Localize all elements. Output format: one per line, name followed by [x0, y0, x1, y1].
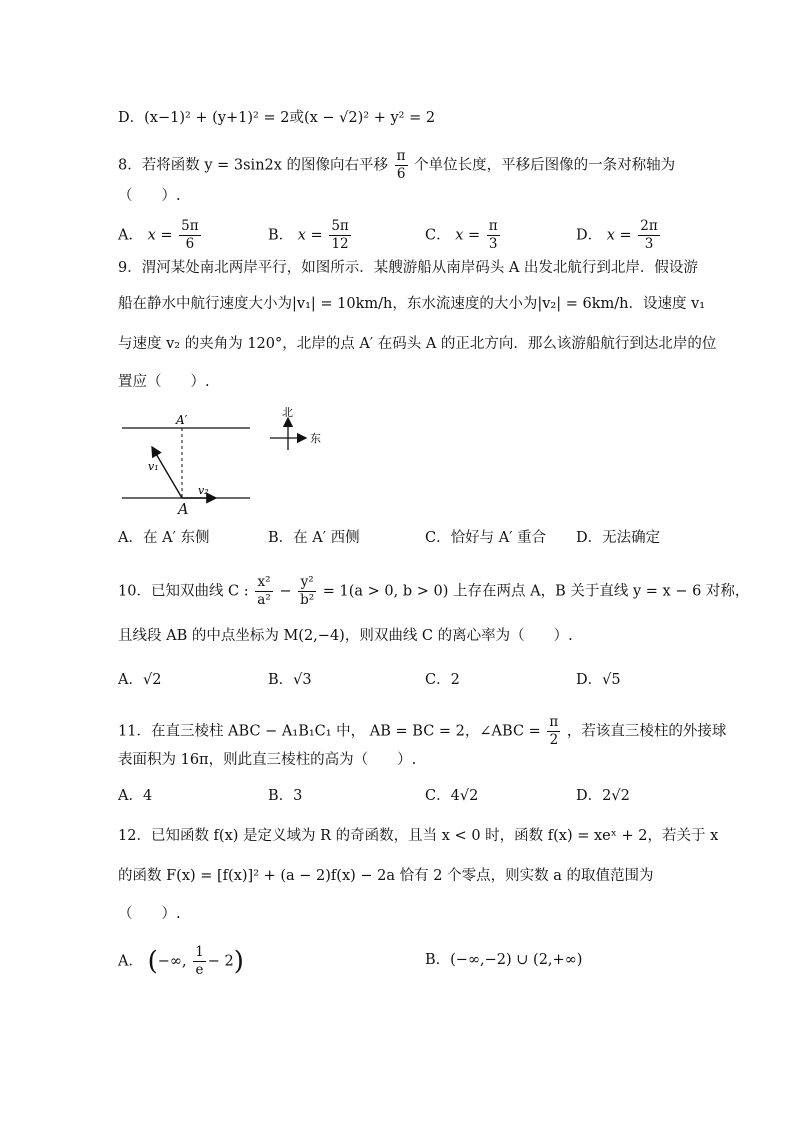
q8-stem: [118, 148, 675, 183]
q9-line-4: 置应（ ）.: [118, 374, 210, 390]
q11-option-d[interactable]: [576, 786, 630, 806]
q12-option-a-left-paren: (: [147, 946, 158, 977]
q10-x-den: a²: [257, 592, 271, 608]
q8-option-num: 5π: [331, 218, 349, 234]
q8-option-fraction: [179, 218, 200, 253]
q8-shift-num: π: [396, 148, 406, 164]
q8-option-a[interactable]: [118, 218, 203, 253]
q8-option-d[interactable]: [576, 218, 662, 253]
q8-stem-b: 个单位长度，平移后图像的一条对称轴为: [414, 157, 676, 174]
q11-option-label: A．: [118, 788, 143, 804]
label-east: 东: [310, 432, 321, 445]
q11-option-c[interactable]: [425, 786, 478, 806]
q9-line-3: 与速度 v₂ 的夹角为 120°，北岸的点 A′ 在码头 A 的正北方向．那么该游船航行到达北岸的位: [118, 336, 717, 352]
q9-option-text: 在 A′ 西侧: [293, 530, 360, 546]
q8-option-fraction: [329, 218, 350, 253]
river-diagram: [118, 406, 348, 497]
q10-option-c[interactable]: [425, 670, 460, 690]
q8-option-den: 3: [644, 236, 654, 252]
q10-option-text: √2: [142, 672, 162, 688]
q11-stem: [118, 714, 726, 749]
q10-option-label: B．: [268, 672, 294, 688]
q12-option-a-den: e: [195, 962, 204, 978]
q11-angle-den: 2: [549, 732, 559, 748]
label-a: A: [178, 502, 189, 518]
q8-stem-c: （ ）.: [118, 188, 181, 204]
q8-option-label: C．: [425, 227, 451, 244]
q11-option-text: 3: [293, 788, 303, 804]
q8-option-den: 6: [185, 236, 195, 252]
q10-option-label: C．: [425, 672, 451, 688]
q9-option-text: 恰好与 A′ 重合: [450, 530, 547, 546]
q11-option-label: D．: [576, 788, 603, 804]
q12-option-b[interactable]: B．(−∞,−2) ∪ (2,+∞): [425, 952, 583, 968]
label-a-prime: A′: [176, 413, 188, 427]
q9-option-text: 在 A′ 东侧: [142, 530, 210, 546]
q12-option-a-left: −∞,: [157, 953, 187, 970]
q8-option-prefix: x =: [147, 227, 173, 244]
q8-option-label: A．: [118, 227, 143, 244]
q10-y-num: y²: [298, 574, 316, 592]
q10-line-2: 且线段 AB 的中点坐标为 M(2,−4)，则双曲线 C 的离心率为（ ）.: [118, 628, 573, 644]
q9-option-c[interactable]: [425, 528, 546, 548]
q9-option-text: 无法确定: [602, 530, 661, 546]
q8-option-prefix: x =: [297, 227, 323, 244]
label-v2: v₂: [198, 484, 209, 497]
q9-option-label: B．: [268, 530, 294, 546]
q10-x-fraction: [255, 574, 272, 609]
q11-option-text: 2√2: [602, 788, 630, 804]
q9-option-d[interactable]: [576, 528, 660, 548]
q8-option-label: B．: [268, 227, 294, 244]
q8-option-den: 12: [331, 236, 349, 252]
q8-shift-den: 6: [396, 166, 406, 182]
q12-line-3: （ ）.: [118, 906, 181, 922]
q9-line-1: 9．渭河某处南北两岸平行，如图所示．某艘游船从南岸码头 A 出发北航行到北岸．假设游: [118, 260, 698, 276]
q12-option-a-right: − 2: [207, 953, 234, 970]
q12-option-label: A．: [118, 953, 143, 970]
q10-y-den: b²: [300, 592, 315, 608]
q11-option-label: C．: [425, 788, 451, 804]
q10-stem: [118, 574, 749, 609]
q11-option-text: 4: [142, 788, 153, 804]
q8-option-den: 3: [488, 236, 498, 252]
q8-option-fraction: [638, 218, 659, 253]
q10-stem-a: 10．已知双曲线 C :: [118, 583, 249, 600]
q11-stem-b: ，若该直三棱柱的外接球: [566, 723, 727, 740]
q10-y-fraction: [298, 574, 316, 609]
q9-option-label: C．: [425, 530, 451, 546]
q8-option-num: π: [488, 218, 498, 234]
q8-option-num: 5π: [181, 218, 199, 234]
label-v1: v₁: [148, 460, 159, 473]
q12-line-1: 12．已知函数 f(x) 是定义域为 R 的奇函数，且当 x < 0 时，函数 f(x) = xeˣ + 2，若关于 x: [118, 828, 719, 844]
q8-option-prefix: x =: [606, 227, 632, 244]
q10-option-a[interactable]: [118, 670, 161, 690]
q12-option-a-fraction: [193, 944, 206, 979]
q8-option-c[interactable]: [425, 218, 502, 253]
q10-stem-b: = 1(a > 0, b > 0) 上存在两点 A，B 关于直线 y = x − 6 对称，: [322, 583, 750, 600]
q10-option-label: A．: [118, 672, 143, 688]
q11-option-a[interactable]: [118, 786, 152, 806]
q9-option-label: D．: [576, 530, 603, 546]
q8-option-prefix: x =: [455, 227, 481, 244]
q8-option-fraction: [487, 218, 500, 253]
q10-option-text: √5: [602, 672, 621, 688]
q12-option-a[interactable]: [118, 944, 244, 979]
q9-option-b[interactable]: [268, 528, 360, 548]
q11-option-b[interactable]: [268, 786, 302, 806]
q8-option-num: 2π: [640, 218, 658, 234]
q8-shift-fraction: [395, 148, 408, 183]
q10-option-label: D．: [576, 672, 603, 688]
q10-option-text: √3: [293, 672, 312, 688]
q12-option-a-num: 1: [195, 944, 204, 960]
q10-x-num: x²: [255, 574, 272, 592]
q8-stem-a: 8．若将函数 y = 3sin2x 的图像向右平移: [118, 157, 389, 174]
q10-option-text: 2: [450, 672, 460, 688]
q10-option-d[interactable]: [576, 670, 621, 690]
q11-line-2: 表面积为 16π，则此直三棱柱的高为（ ）.: [118, 752, 417, 768]
q9-option-label: A．: [118, 530, 143, 546]
q11-option-label: B．: [268, 788, 294, 804]
q11-angle-fraction: [547, 714, 560, 749]
q7-option-d[interactable]: D．(x−1)² + (y+1)² = 2或(x − √2)² + y² = 2: [118, 110, 436, 126]
q11-stem-a: 11．在直三棱柱 ABC − A₁B₁C₁ 中， AB = BC = 2，∠ABC =: [118, 723, 541, 740]
q10-minus: −: [279, 583, 292, 600]
q10-option-b[interactable]: [268, 670, 312, 690]
q11-option-text: 4√2: [450, 788, 479, 804]
q9-option-a[interactable]: [118, 528, 209, 548]
q8-option-b[interactable]: [268, 218, 353, 253]
q12-option-a-right-paren: ): [233, 946, 244, 977]
q12-line-2: 的函数 F(x) = [f(x)]² + (a − 2)f(x) − 2a 恰有 2 个零点，则实数 a 的取值范围为: [118, 868, 654, 884]
q8-option-label: D．: [576, 227, 603, 244]
q11-angle-num: π: [549, 714, 559, 730]
q9-line-2: 船在静水中航行速度大小为|v₁| = 10km/h，东水流速度的大小为|v₂| = 6km/h．设速度 v₁: [118, 296, 706, 312]
label-north: 北: [282, 406, 293, 419]
